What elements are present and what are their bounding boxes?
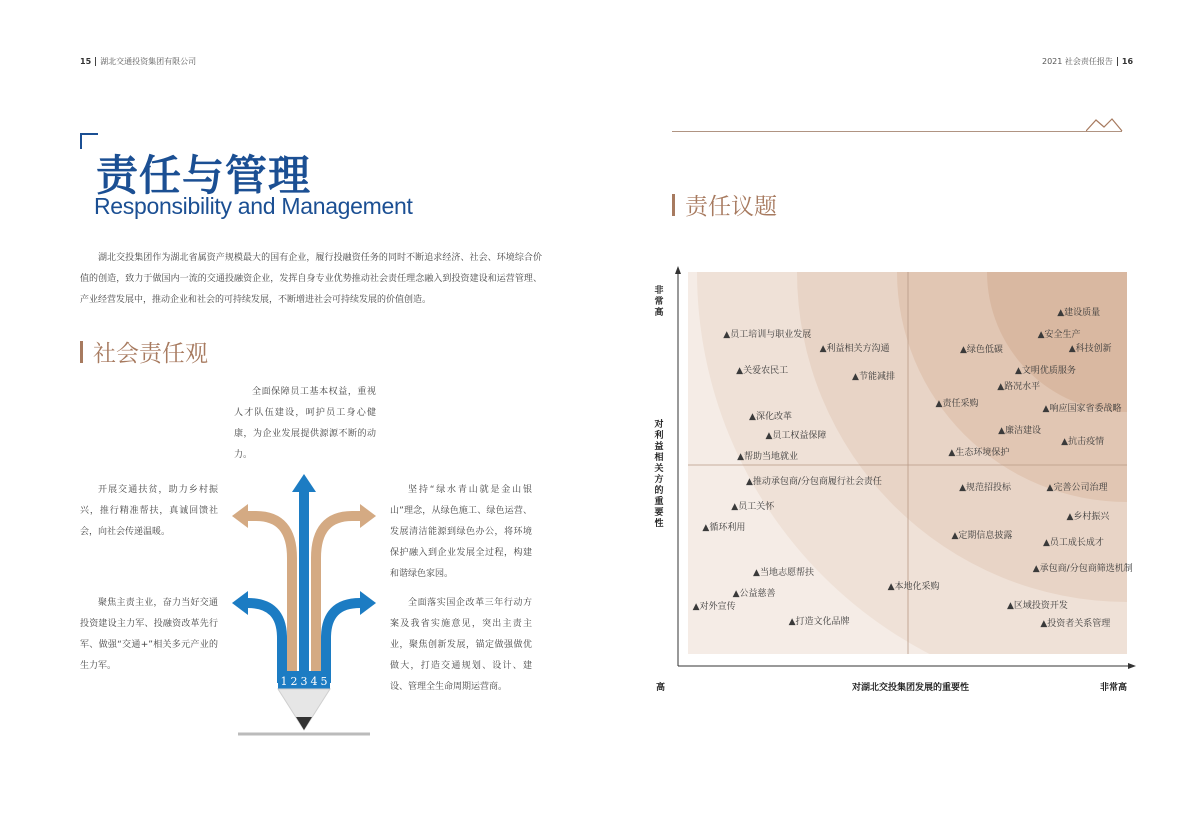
- arrow-blue-up-head: [292, 474, 316, 492]
- y-axis-arrow: [675, 266, 681, 274]
- matrix-point: ▲关爱农民工: [736, 366, 789, 377]
- matrix-point: ▲员工成长成才: [1042, 537, 1104, 548]
- matrix-point: ▲利益相关方沟通: [819, 343, 890, 354]
- arrow-tan-left-head: [232, 504, 248, 528]
- x-axis-high-label: 非常高: [1100, 683, 1128, 693]
- section-title: 社会责任观: [93, 341, 208, 367]
- matrix-point: ▲路况水平: [997, 382, 1041, 393]
- pencil-number: 5: [320, 675, 328, 688]
- header-left: [80, 56, 196, 67]
- matrix-point: ▲打造文化品牌: [788, 616, 850, 627]
- header-right: [1042, 56, 1133, 67]
- pencil-arrows-illustration: [228, 468, 380, 738]
- pencil-number: 2: [290, 675, 298, 688]
- matrix-point: ▲区域投资开发: [1007, 601, 1068, 612]
- matrix-point: ▲廉洁建设: [998, 425, 1042, 436]
- pencil-number: 1: [280, 675, 288, 688]
- concept-left-1: 开展交通扶贫，助力乡村振兴，推行精准帮扶，真诚回馈社会，向社会传递温暖。: [80, 485, 218, 537]
- matrix-point: ▲响应国家省委战略: [1042, 403, 1122, 414]
- heading-marker: [80, 341, 83, 363]
- matrix-point: ▲建设质量: [1057, 307, 1101, 318]
- section-heading-csr-view: [80, 335, 208, 368]
- page-number-left: 15: [80, 57, 92, 66]
- matrix-point: ▲当地志愿帮扶: [753, 567, 814, 578]
- section-heading-issues: [672, 188, 777, 221]
- matrix-point: ▲承包商/分包商筛选机制: [1032, 564, 1133, 575]
- matrix-point: ▲员工权益保障: [765, 431, 827, 442]
- pencil-number: 3: [300, 675, 308, 688]
- matrix-point: ▲绿色低碳: [959, 345, 1003, 356]
- matrix-point: ▲深化改革: [749, 412, 792, 423]
- x-axis-arrow: [1128, 663, 1136, 669]
- heading-marker: [672, 194, 675, 216]
- company-name: 湖北交通投资集团有限公司: [100, 57, 197, 66]
- concept-right-1: 坚持“绿水青山就是金山银山”理念，从绿色施工、绿色运营、发展清洁能源到绿色办公，将环境保护融入到企业发展全过程，构建和谐绿色家园。: [390, 485, 532, 579]
- matrix-point: ▲规范招投标: [959, 482, 1011, 493]
- pencil-number: 4: [310, 675, 318, 688]
- matrix-point: ▲文明优质服务: [1015, 366, 1076, 377]
- matrix-point: ▲本地化采购: [887, 581, 940, 592]
- matrix-point: ▲对外宣传: [692, 602, 736, 613]
- arrow-blue-right-head: [360, 591, 376, 615]
- matrix-point: ▲安全生产: [1037, 329, 1081, 340]
- matrix-point: ▲抗击疫情: [1061, 437, 1105, 448]
- matrix-point: ▲公益慈善: [732, 588, 776, 599]
- intro-paragraph: 湖北交投集团作为湖北省属资产规模最大的国有企业，履行投融资任务的同时不断追求经济、社会、环境综合价值的创造，致力于做国内一流的交通投融资企业，发挥自身专业优势推动社会责任理念融入到投资建设和运营管理、产业经营发展中，推动企业和社会的可持续发展，不断增进社会可持续发展的价值创造。: [80, 253, 542, 305]
- mountain-icon: [1086, 116, 1126, 134]
- matrix-point: ▲推动承包商/分包商履行社会责任: [745, 477, 882, 488]
- concept-right-2: 全面落实国企改革三年行动方案及我省实施意见，突出主责主业，聚焦创新发展，锚定做强做优做大，打造交通规划、设计、建设、管理全生命周期运营商。: [390, 598, 532, 692]
- concept-top: 全面保障员工基本权益，重视人才队伍建设，呵护员工身心健康，为企业发展提供源源不断的动力。: [234, 387, 376, 460]
- top-rule: [672, 131, 1122, 132]
- pencil-tip: [296, 717, 312, 730]
- matrix-point: ▲生态环境保护: [948, 448, 1010, 459]
- arrow-blue-left-head: [232, 591, 248, 615]
- y-axis-title: 对利益相关方的重要性: [654, 420, 664, 529]
- arrow-tan-right-head: [360, 504, 376, 528]
- matrix-point: ▲责任采购: [935, 398, 979, 409]
- x-axis-title: 对湖北交投集团发展的重要性: [852, 683, 970, 693]
- matrix-point: ▲员工关怀: [731, 502, 775, 513]
- matrix-point: ▲帮助当地就业: [737, 451, 798, 462]
- materiality-matrix: [668, 262, 1138, 672]
- matrix-point: ▲循环利用: [702, 522, 746, 533]
- matrix-point: ▲完善公司治理: [1046, 482, 1108, 493]
- matrix-point: ▲科技创新: [1068, 344, 1112, 355]
- page-title-en: Responsibility and Management: [94, 193, 413, 219]
- x-axis-low-label: 高: [656, 683, 666, 693]
- report-title: 2021 社会责任报告: [1042, 57, 1113, 66]
- y-axis-high-label: 非常高: [654, 286, 664, 318]
- page-title-cn: 责任与管理: [96, 151, 312, 200]
- section-title: 责任议题: [685, 194, 777, 220]
- arrow-blue-left: [246, 603, 282, 683]
- page-number-right: 16: [1121, 57, 1134, 66]
- concept-left-2: 聚焦主责主业，奋力当好交通投资建设主力军、投融资改革先行军、做强“交通+”相关多元产业的生力军。: [80, 598, 218, 671]
- arrow-blue-right: [326, 603, 362, 683]
- matrix-point: ▲员工培训与职业发展: [723, 330, 812, 341]
- matrix-point: ▲节能减排: [852, 371, 895, 382]
- matrix-point: ▲投资者关系管理: [1040, 618, 1111, 629]
- matrix-point: ▲乡村振兴: [1066, 512, 1110, 523]
- matrix-point: ▲定期信息披露: [951, 530, 1013, 541]
